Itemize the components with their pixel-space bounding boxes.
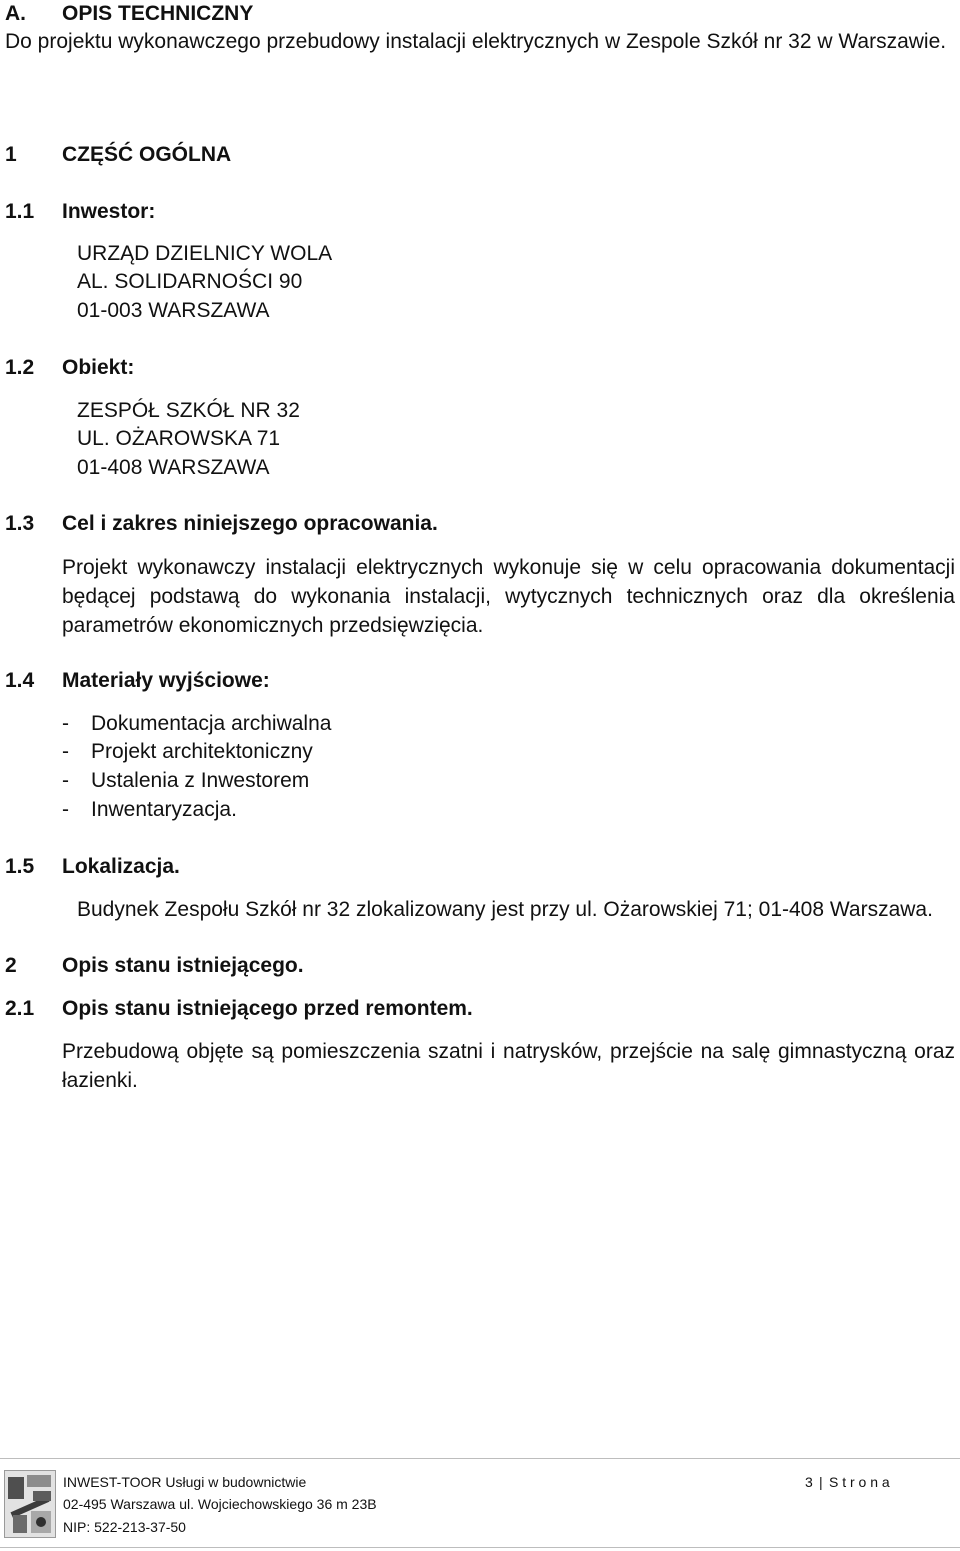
list-bullet: -	[62, 740, 69, 763]
investor-line: URZĄD DZIELNICY WOLA	[77, 242, 333, 265]
object-line: 01-408 WARSZAWA	[77, 456, 270, 479]
section-1-4-number: 1.4	[5, 669, 35, 692]
object-line: UL. OŻAROWSKA 71	[77, 427, 281, 450]
page-label: S t r o n a	[829, 1474, 890, 1490]
footer-bottom-rule	[0, 1547, 960, 1548]
section-1-5-number: 1.5	[5, 855, 35, 878]
list-bullet: -	[62, 798, 69, 821]
section-2-1-title: Opis stanu istniejącego przed remontem.	[62, 997, 473, 1020]
section-2-1-number: 2.1	[5, 997, 35, 1020]
header-letter: A.	[5, 2, 26, 25]
footer-address: 02-495 Warszawa ul. Wojciechowskiego 36 m 23B	[63, 1496, 377, 1512]
section-1-2-number: 1.2	[5, 356, 35, 379]
list-item: Dokumentacja archiwalna	[91, 712, 332, 735]
section-2-number: 2	[5, 954, 17, 977]
location-text: Budynek Zespołu Szkół nr 32 zlokalizowany jest przy ul. Ożarowskiej 71; 01-408 Warszawa.	[77, 898, 933, 921]
list-bullet: -	[62, 712, 69, 735]
section-1-4-title: Materiały wyjściowe:	[62, 669, 270, 692]
object-line: ZESPÓŁ SZKÓŁ NR 32	[77, 399, 300, 422]
document-title: OPIS TECHNICZNY	[62, 2, 254, 25]
section-1-5-title: Lokalizacja.	[62, 855, 180, 878]
section-2-title: Opis stanu istniejącego.	[62, 954, 304, 977]
section-1-number: 1	[5, 143, 17, 166]
section-1-3-title: Cel i zakres niniejszego opracowania.	[62, 512, 438, 535]
list-bullet: -	[62, 769, 69, 792]
investor-line: AL. SOLIDARNOŚCI 90	[77, 270, 303, 293]
footer-company: INWEST-TOOR Usługi w budownictwie	[63, 1474, 307, 1490]
list-item: Projekt architektoniczny	[91, 740, 313, 763]
investor-line: 01-003 WARSZAWA	[77, 299, 270, 322]
page-number: 3	[805, 1474, 813, 1490]
section-1-1-title: Inwestor:	[62, 200, 156, 223]
condition-paragraph: Przebudową objęte są pomieszczenia szatni i natrysków, przejście na salę gimnastyczną oraz łazienki.	[62, 1040, 955, 1092]
section-1-title: CZĘŚĆ OGÓLNA	[62, 143, 232, 166]
list-item: Inwentaryzacja.	[91, 798, 237, 821]
company-logo	[4, 1470, 56, 1538]
footer-top-rule	[0, 1458, 960, 1459]
section-1-3-number: 1.3	[5, 512, 35, 535]
page-separator: |	[819, 1474, 823, 1490]
section-1-2-title: Obiekt:	[62, 356, 135, 379]
scope-paragraph: Projekt wykonawczy instalacji elektrycznych wykonuje się w celu opracowania dokumentacji będącej podstawą do wykonania instalacji, wytycznych technicznych oraz dla określenia parametrów ekonomicznych przedsięwzięcia.	[62, 556, 955, 637]
section-1-1-number: 1.1	[5, 200, 35, 223]
list-item: Ustalenia z Inwestorem	[91, 769, 310, 792]
document-subtitle: Do projektu wykonawczego przebudowy instalacji elektrycznych w Zespole Szkół nr 32 w Warszawie.	[5, 30, 947, 53]
footer-nip: NIP: 522-213-37-50	[63, 1519, 186, 1535]
tools-logo-icon	[5, 1471, 55, 1537]
